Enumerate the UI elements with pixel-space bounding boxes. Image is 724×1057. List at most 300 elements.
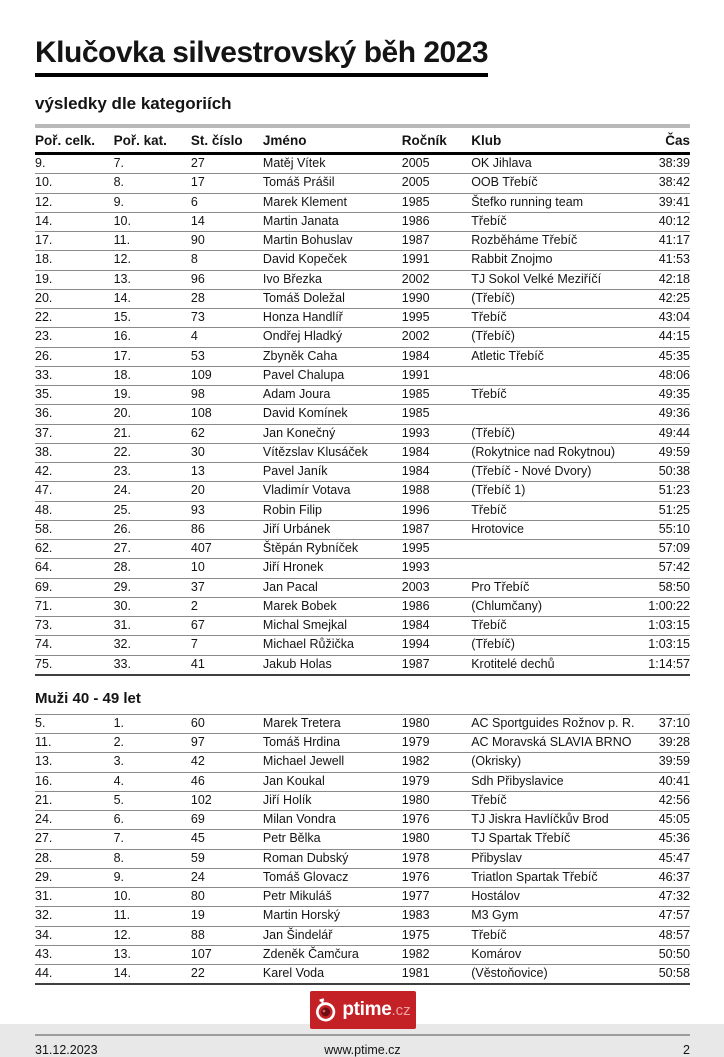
result-cell-cas: 48:57 bbox=[642, 926, 691, 945]
result-row bbox=[35, 849, 690, 868]
result-cell-klub: (Třebíč 1) bbox=[471, 482, 641, 501]
result-cell-rocnik: 1980 bbox=[402, 830, 471, 849]
result-cell-cas: 1:03:15 bbox=[642, 617, 691, 636]
result-cell-por-celk: 26. bbox=[35, 347, 114, 366]
result-cell-por-kat: 4. bbox=[114, 772, 191, 791]
result-cell-cas: 49:59 bbox=[642, 443, 691, 462]
result-row bbox=[35, 926, 690, 945]
result-cell-rocnik: 1986 bbox=[402, 212, 471, 231]
result-row bbox=[35, 597, 690, 616]
result-cell-jmeno: Karel Voda bbox=[263, 965, 402, 985]
result-cell-rocnik: 2003 bbox=[402, 578, 471, 597]
result-cell-rocnik: 1987 bbox=[402, 520, 471, 539]
result-cell-klub: Třebíč bbox=[471, 617, 641, 636]
result-cell-st-cislo: 93 bbox=[191, 501, 263, 520]
result-cell-cas: 40:12 bbox=[642, 212, 691, 231]
result-cell-por-kat: 5. bbox=[114, 791, 191, 810]
result-cell-cas: 42:56 bbox=[642, 791, 691, 810]
result-cell-cas: 38:39 bbox=[642, 154, 691, 174]
footer-page-number: 2 bbox=[683, 1043, 690, 1057]
result-cell-por-kat: 10. bbox=[114, 212, 191, 231]
result-row bbox=[35, 174, 690, 193]
result-cell-por-celk: 23. bbox=[35, 328, 114, 347]
result-cell-rocnik: 1976 bbox=[402, 868, 471, 887]
result-cell-st-cislo: 6 bbox=[191, 193, 263, 212]
result-cell-cas: 42:25 bbox=[642, 289, 691, 308]
result-cell-por-celk: 34. bbox=[35, 926, 114, 945]
result-cell-jmeno: Jan Koukal bbox=[263, 772, 402, 791]
result-cell-st-cislo: 10 bbox=[191, 559, 263, 578]
result-cell-st-cislo: 62 bbox=[191, 424, 263, 443]
result-cell-cas: 39:28 bbox=[642, 734, 691, 753]
result-cell-rocnik: 1982 bbox=[402, 753, 471, 772]
result-row bbox=[35, 424, 690, 443]
result-cell-cas: 49:44 bbox=[642, 424, 691, 443]
result-cell-por-kat: 12. bbox=[114, 251, 191, 270]
result-cell-cas: 45:36 bbox=[642, 830, 691, 849]
result-cell-por-kat: 8. bbox=[114, 849, 191, 868]
result-cell-por-celk: 48. bbox=[35, 501, 114, 520]
result-cell-por-kat: 6. bbox=[114, 811, 191, 830]
result-cell-cas: 49:36 bbox=[642, 405, 691, 424]
column-header-klub: Klub bbox=[471, 126, 641, 154]
result-cell-st-cislo: 108 bbox=[191, 405, 263, 424]
result-cell-por-kat: 12. bbox=[114, 926, 191, 945]
result-cell-por-kat: 16. bbox=[114, 328, 191, 347]
result-cell-st-cislo: 88 bbox=[191, 926, 263, 945]
result-cell-st-cislo: 69 bbox=[191, 811, 263, 830]
result-cell-por-celk: 27. bbox=[35, 830, 114, 849]
result-cell-jmeno: Tomáš Doležal bbox=[263, 289, 402, 308]
result-cell-jmeno: Michael Jewell bbox=[263, 753, 402, 772]
ptime-logo bbox=[310, 991, 416, 1029]
page-footer bbox=[35, 1034, 690, 1057]
result-cell-por-kat: 33. bbox=[114, 655, 191, 675]
result-cell-rocnik: 1994 bbox=[402, 636, 471, 655]
result-cell-klub: Třebíč bbox=[471, 386, 641, 405]
result-cell-por-kat: 9. bbox=[114, 193, 191, 212]
result-cell-st-cislo: 20 bbox=[191, 482, 263, 501]
result-cell-rocnik: 1985 bbox=[402, 386, 471, 405]
result-cell-por-celk: 11. bbox=[35, 734, 114, 753]
result-cell-por-kat: 2. bbox=[114, 734, 191, 753]
result-cell-por-kat: 10. bbox=[114, 888, 191, 907]
result-cell-klub: Sdh Přibyslavice bbox=[471, 772, 641, 791]
result-cell-klub: Třebíč bbox=[471, 926, 641, 945]
page-title: Klučovka silvestrovský běh 2023 bbox=[35, 36, 488, 77]
result-cell-cas: 45:47 bbox=[642, 849, 691, 868]
result-cell-jmeno: David Kopeček bbox=[263, 251, 402, 270]
result-cell-st-cislo: 2 bbox=[191, 597, 263, 616]
result-cell-klub bbox=[471, 559, 641, 578]
result-cell-por-kat: 15. bbox=[114, 309, 191, 328]
result-cell-jmeno: Ivo Březka bbox=[263, 270, 402, 289]
column-header-por-kat: Poř. kat. bbox=[114, 126, 191, 154]
footer-website: www.ptime.cz bbox=[324, 1043, 401, 1057]
result-cell-klub: AC Sportguides Rožnov p. R. bbox=[471, 714, 641, 733]
result-row bbox=[35, 714, 690, 733]
result-cell-klub: (Rokytnice nad Rokytnou) bbox=[471, 443, 641, 462]
logo-brand-text: ptime bbox=[342, 999, 392, 1021]
result-cell-st-cislo: 30 bbox=[191, 443, 263, 462]
result-cell-st-cislo: 46 bbox=[191, 772, 263, 791]
result-cell-jmeno: Michal Smejkal bbox=[263, 617, 402, 636]
result-cell-st-cislo: 96 bbox=[191, 270, 263, 289]
result-row bbox=[35, 868, 690, 887]
result-cell-por-celk: 10. bbox=[35, 174, 114, 193]
result-cell-jmeno: Martin Bohuslav bbox=[263, 232, 402, 251]
result-cell-por-celk: 24. bbox=[35, 811, 114, 830]
column-header-jmeno: Jméno bbox=[263, 126, 402, 154]
result-cell-rocnik: 1979 bbox=[402, 772, 471, 791]
result-cell-por-celk: 64. bbox=[35, 559, 114, 578]
result-cell-klub bbox=[471, 405, 641, 424]
result-cell-st-cislo: 102 bbox=[191, 791, 263, 810]
footer-date: 31.12.2023 bbox=[35, 1043, 98, 1057]
result-cell-klub: Štefko running team bbox=[471, 193, 641, 212]
result-cell-klub: (Třebíč) bbox=[471, 328, 641, 347]
result-cell-por-kat: 19. bbox=[114, 386, 191, 405]
result-cell-por-celk: 36. bbox=[35, 405, 114, 424]
result-cell-rocnik: 1984 bbox=[402, 347, 471, 366]
result-cell-rocnik: 1988 bbox=[402, 482, 471, 501]
result-cell-por-kat: 14. bbox=[114, 965, 191, 985]
result-cell-jmeno: Martin Horský bbox=[263, 907, 402, 926]
result-cell-klub: AC Moravská SLAVIA BRNO bbox=[471, 734, 641, 753]
result-cell-klub bbox=[471, 366, 641, 385]
result-row bbox=[35, 772, 690, 791]
result-cell-por-kat: 22. bbox=[114, 443, 191, 462]
result-cell-jmeno: Marek Bobek bbox=[263, 597, 402, 616]
result-cell-cas: 49:35 bbox=[642, 386, 691, 405]
result-cell-st-cislo: 60 bbox=[191, 714, 263, 733]
result-cell-jmeno: Jan Konečný bbox=[263, 424, 402, 443]
result-cell-st-cislo: 4 bbox=[191, 328, 263, 347]
result-cell-por-celk: 74. bbox=[35, 636, 114, 655]
result-cell-klub: Hostálov bbox=[471, 888, 641, 907]
result-cell-st-cislo: 8 bbox=[191, 251, 263, 270]
result-cell-por-kat: 7. bbox=[114, 154, 191, 174]
result-cell-cas: 46:37 bbox=[642, 868, 691, 887]
result-cell-st-cislo: 109 bbox=[191, 366, 263, 385]
result-cell-klub: Rozběháme Třebíč bbox=[471, 232, 641, 251]
result-row bbox=[35, 734, 690, 753]
result-cell-por-celk: 73. bbox=[35, 617, 114, 636]
result-row bbox=[35, 520, 690, 539]
result-cell-rocnik: 1987 bbox=[402, 655, 471, 675]
result-cell-st-cislo: 7 bbox=[191, 636, 263, 655]
result-row bbox=[35, 540, 690, 559]
result-cell-st-cislo: 73 bbox=[191, 309, 263, 328]
result-cell-por-kat: 32. bbox=[114, 636, 191, 655]
result-cell-rocnik: 2005 bbox=[402, 154, 471, 174]
result-cell-rocnik: 1976 bbox=[402, 811, 471, 830]
result-cell-st-cislo: 27 bbox=[191, 154, 263, 174]
result-cell-klub: Třebíč bbox=[471, 501, 641, 520]
result-cell-rocnik: 1995 bbox=[402, 540, 471, 559]
result-cell-rocnik: 1993 bbox=[402, 559, 471, 578]
results-table-section-1 bbox=[35, 124, 690, 676]
result-cell-rocnik: 1984 bbox=[402, 463, 471, 482]
result-row bbox=[35, 907, 690, 926]
result-cell-por-celk: 33. bbox=[35, 366, 114, 385]
result-cell-jmeno: Štěpán Rybníček bbox=[263, 540, 402, 559]
result-cell-jmeno: Jakub Holas bbox=[263, 655, 402, 675]
column-header-rocnik: Ročník bbox=[402, 126, 471, 154]
result-cell-jmeno: Petr Bělka bbox=[263, 830, 402, 849]
result-cell-st-cislo: 53 bbox=[191, 347, 263, 366]
result-cell-por-celk: 32. bbox=[35, 907, 114, 926]
result-cell-jmeno: Marek Tretera bbox=[263, 714, 402, 733]
result-cell-klub: Třebíč bbox=[471, 791, 641, 810]
result-cell-por-kat: 11. bbox=[114, 907, 191, 926]
result-cell-rocnik: 1981 bbox=[402, 965, 471, 985]
result-cell-rocnik: 1982 bbox=[402, 945, 471, 964]
result-cell-cas: 57:42 bbox=[642, 559, 691, 578]
result-row bbox=[35, 251, 690, 270]
result-cell-rocnik: 2002 bbox=[402, 270, 471, 289]
result-cell-rocnik: 1977 bbox=[402, 888, 471, 907]
result-row bbox=[35, 289, 690, 308]
result-cell-por-celk: 28. bbox=[35, 849, 114, 868]
result-row bbox=[35, 830, 690, 849]
result-row bbox=[35, 386, 690, 405]
result-cell-rocnik: 1993 bbox=[402, 424, 471, 443]
logo-row bbox=[35, 985, 690, 1032]
result-cell-jmeno: Michael Růžička bbox=[263, 636, 402, 655]
result-cell-rocnik: 1983 bbox=[402, 907, 471, 926]
result-cell-por-celk: 42. bbox=[35, 463, 114, 482]
result-row bbox=[35, 617, 690, 636]
result-cell-por-kat: 13. bbox=[114, 945, 191, 964]
results-table-header bbox=[35, 126, 690, 154]
result-cell-por-celk: 16. bbox=[35, 772, 114, 791]
result-cell-st-cislo: 90 bbox=[191, 232, 263, 251]
result-cell-jmeno: David Komínek bbox=[263, 405, 402, 424]
result-cell-por-kat: 26. bbox=[114, 520, 191, 539]
result-row bbox=[35, 888, 690, 907]
result-row bbox=[35, 347, 690, 366]
result-cell-cas: 1:03:15 bbox=[642, 636, 691, 655]
logo-tld-text: .cz bbox=[391, 1002, 411, 1020]
result-cell-st-cislo: 13 bbox=[191, 463, 263, 482]
result-cell-jmeno: Pavel Chalupa bbox=[263, 366, 402, 385]
result-cell-por-kat: 28. bbox=[114, 559, 191, 578]
category-section-title: Muži 40 - 49 let bbox=[35, 689, 141, 707]
result-row bbox=[35, 232, 690, 251]
result-cell-rocnik: 1986 bbox=[402, 597, 471, 616]
result-row bbox=[35, 443, 690, 462]
result-cell-klub: (Třebíč - Nové Dvory) bbox=[471, 463, 641, 482]
result-row bbox=[35, 965, 690, 985]
result-cell-klub: Rabbit Znojmo bbox=[471, 251, 641, 270]
result-cell-rocnik: 1980 bbox=[402, 714, 471, 733]
result-cell-st-cislo: 14 bbox=[191, 212, 263, 231]
result-row bbox=[35, 328, 690, 347]
result-cell-cas: 1:14:57 bbox=[642, 655, 691, 675]
result-cell-rocnik: 1980 bbox=[402, 791, 471, 810]
result-cell-por-kat: 20. bbox=[114, 405, 191, 424]
result-cell-st-cislo: 107 bbox=[191, 945, 263, 964]
result-cell-jmeno: Matěj Vítek bbox=[263, 154, 402, 174]
result-row bbox=[35, 270, 690, 289]
result-cell-por-kat: 3. bbox=[114, 753, 191, 772]
result-row bbox=[35, 753, 690, 772]
result-cell-por-celk: 22. bbox=[35, 309, 114, 328]
result-cell-st-cislo: 407 bbox=[191, 540, 263, 559]
result-cell-por-celk: 69. bbox=[35, 578, 114, 597]
result-cell-st-cislo: 67 bbox=[191, 617, 263, 636]
result-cell-rocnik: 2005 bbox=[402, 174, 471, 193]
result-cell-klub: TJ Spartak Třebíč bbox=[471, 830, 641, 849]
result-cell-cas: 57:09 bbox=[642, 540, 691, 559]
result-cell-por-celk: 75. bbox=[35, 655, 114, 675]
result-cell-st-cislo: 19 bbox=[191, 907, 263, 926]
result-cell-por-kat: 9. bbox=[114, 868, 191, 887]
result-cell-por-celk: 5. bbox=[35, 714, 114, 733]
result-row bbox=[35, 193, 690, 212]
result-cell-st-cislo: 22 bbox=[191, 965, 263, 985]
result-cell-jmeno: Tomáš Glovacz bbox=[263, 868, 402, 887]
column-header-st-cislo: St. číslo bbox=[191, 126, 263, 154]
result-cell-cas: 51:25 bbox=[642, 501, 691, 520]
result-cell-cas: 51:23 bbox=[642, 482, 691, 501]
result-cell-por-celk: 58. bbox=[35, 520, 114, 539]
result-cell-por-kat: 30. bbox=[114, 597, 191, 616]
result-cell-jmeno: Adam Joura bbox=[263, 386, 402, 405]
result-cell-st-cislo: 24 bbox=[191, 868, 263, 887]
result-cell-rocnik: 1979 bbox=[402, 734, 471, 753]
page-subtitle: výsledky dle kategoriích bbox=[35, 94, 232, 113]
result-cell-st-cislo: 41 bbox=[191, 655, 263, 675]
result-cell-rocnik: 1987 bbox=[402, 232, 471, 251]
result-cell-klub: OK Jihlava bbox=[471, 154, 641, 174]
result-cell-por-kat: 21. bbox=[114, 424, 191, 443]
result-cell-por-celk: 21. bbox=[35, 791, 114, 810]
result-cell-klub: (Chlumčany) bbox=[471, 597, 641, 616]
result-row bbox=[35, 636, 690, 655]
results-table-section-2 bbox=[35, 714, 690, 986]
result-cell-por-kat: 14. bbox=[114, 289, 191, 308]
result-cell-jmeno: Jiří Hronek bbox=[263, 559, 402, 578]
result-cell-cas: 47:32 bbox=[642, 888, 691, 907]
result-cell-por-celk: 18. bbox=[35, 251, 114, 270]
result-cell-st-cislo: 28 bbox=[191, 289, 263, 308]
result-cell-por-kat: 7. bbox=[114, 830, 191, 849]
result-row bbox=[35, 212, 690, 231]
result-cell-jmeno: Vladimír Votava bbox=[263, 482, 402, 501]
result-cell-jmeno: Jiří Holík bbox=[263, 791, 402, 810]
result-cell-cas: 45:35 bbox=[642, 347, 691, 366]
result-cell-cas: 50:58 bbox=[642, 965, 691, 985]
result-cell-rocnik: 1985 bbox=[402, 193, 471, 212]
result-row bbox=[35, 501, 690, 520]
result-row bbox=[35, 463, 690, 482]
result-cell-cas: 50:50 bbox=[642, 945, 691, 964]
result-row bbox=[35, 655, 690, 675]
result-cell-por-celk: 62. bbox=[35, 540, 114, 559]
result-cell-cas: 39:41 bbox=[642, 193, 691, 212]
result-cell-por-celk: 29. bbox=[35, 868, 114, 887]
result-cell-cas: 40:41 bbox=[642, 772, 691, 791]
result-cell-cas: 58:50 bbox=[642, 578, 691, 597]
result-row bbox=[35, 578, 690, 597]
result-cell-rocnik: 1984 bbox=[402, 443, 471, 462]
stopwatch-icon bbox=[314, 997, 337, 1023]
result-cell-cas: 39:59 bbox=[642, 753, 691, 772]
result-cell-cas: 44:15 bbox=[642, 328, 691, 347]
result-cell-rocnik: 1990 bbox=[402, 289, 471, 308]
result-cell-rocnik: 1984 bbox=[402, 617, 471, 636]
result-cell-por-kat: 23. bbox=[114, 463, 191, 482]
result-cell-cas: 42:18 bbox=[642, 270, 691, 289]
result-cell-st-cislo: 86 bbox=[191, 520, 263, 539]
result-cell-klub: (Třebíč) bbox=[471, 289, 641, 308]
result-cell-por-kat: 8. bbox=[114, 174, 191, 193]
result-row bbox=[35, 559, 690, 578]
result-cell-por-kat: 11. bbox=[114, 232, 191, 251]
result-cell-klub: Krotitelé dechů bbox=[471, 655, 641, 675]
result-cell-cas: 45:05 bbox=[642, 811, 691, 830]
result-cell-por-celk: 14. bbox=[35, 212, 114, 231]
result-cell-st-cislo: 37 bbox=[191, 578, 263, 597]
result-cell-jmeno: Pavel Janík bbox=[263, 463, 402, 482]
result-cell-klub: M3 Gym bbox=[471, 907, 641, 926]
result-cell-por-kat: 13. bbox=[114, 270, 191, 289]
result-cell-klub: Přibyslav bbox=[471, 849, 641, 868]
result-row bbox=[35, 482, 690, 501]
result-cell-st-cislo: 42 bbox=[191, 753, 263, 772]
result-cell-klub: Atletic Třebíč bbox=[471, 347, 641, 366]
result-cell-rocnik: 1991 bbox=[402, 366, 471, 385]
result-cell-klub: (Okrisky) bbox=[471, 753, 641, 772]
result-cell-por-kat: 29. bbox=[114, 578, 191, 597]
result-cell-cas: 50:38 bbox=[642, 463, 691, 482]
result-cell-por-celk: 44. bbox=[35, 965, 114, 985]
result-row bbox=[35, 405, 690, 424]
result-cell-rocnik: 1978 bbox=[402, 849, 471, 868]
result-cell-por-celk: 37. bbox=[35, 424, 114, 443]
result-cell-jmeno: Jan Šindelář bbox=[263, 926, 402, 945]
result-cell-jmeno: Honza Handlíř bbox=[263, 309, 402, 328]
result-cell-st-cislo: 98 bbox=[191, 386, 263, 405]
result-cell-st-cislo: 45 bbox=[191, 830, 263, 849]
result-cell-por-celk: 17. bbox=[35, 232, 114, 251]
result-cell-jmeno: Vítězslav Klusáček bbox=[263, 443, 402, 462]
result-row bbox=[35, 945, 690, 964]
result-cell-klub: OOB Třebíč bbox=[471, 174, 641, 193]
result-cell-st-cislo: 97 bbox=[191, 734, 263, 753]
result-cell-por-kat: 1. bbox=[114, 714, 191, 733]
result-cell-rocnik: 1996 bbox=[402, 501, 471, 520]
result-row bbox=[35, 366, 690, 385]
result-cell-cas: 1:00:22 bbox=[642, 597, 691, 616]
result-cell-jmeno: Marek Klement bbox=[263, 193, 402, 212]
result-cell-klub: Pro Třebíč bbox=[471, 578, 641, 597]
result-cell-jmeno: Jiří Urbánek bbox=[263, 520, 402, 539]
result-cell-cas: 55:10 bbox=[642, 520, 691, 539]
result-cell-por-kat: 17. bbox=[114, 347, 191, 366]
result-cell-por-kat: 27. bbox=[114, 540, 191, 559]
result-cell-por-celk: 71. bbox=[35, 597, 114, 616]
result-cell-jmeno: Martin Janata bbox=[263, 212, 402, 231]
result-cell-klub: TJ Jiskra Havlíčkův Brod bbox=[471, 811, 641, 830]
result-cell-jmeno: Milan Vondra bbox=[263, 811, 402, 830]
result-cell-jmeno: Robin Filip bbox=[263, 501, 402, 520]
result-row bbox=[35, 309, 690, 328]
result-cell-por-kat: 18. bbox=[114, 366, 191, 385]
result-cell-st-cislo: 59 bbox=[191, 849, 263, 868]
